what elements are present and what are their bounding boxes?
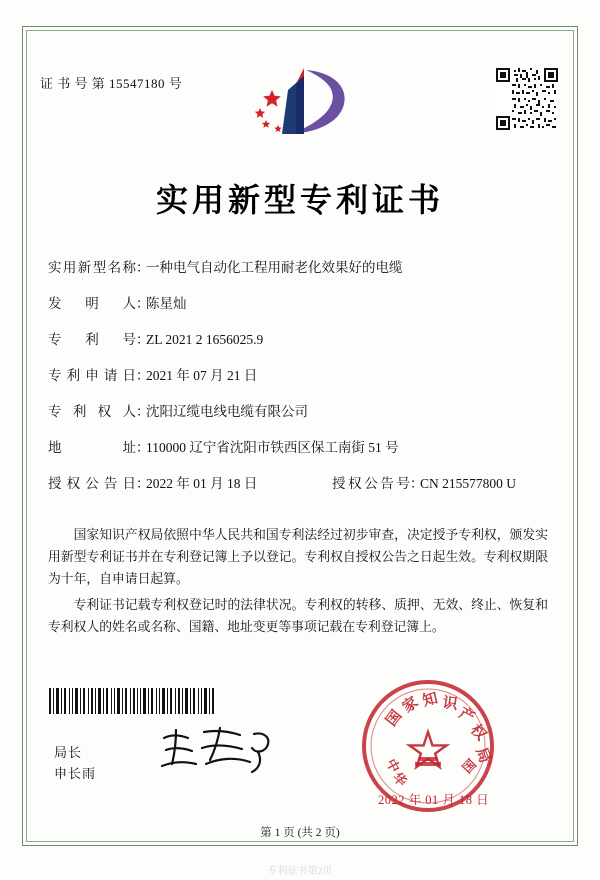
svg-text:国: 国 — [383, 707, 406, 730]
paragraph-registry: 专利证书记载专利权登记时的法律状况。专利权的转移、质押、无效、终止、恢复和专利权人的姓名或名称、国籍、地址变更等事项记载在专利登记簿上。 — [48, 598, 548, 634]
field-list — [48, 250, 552, 502]
field-colon: ： — [136, 260, 150, 275]
svg-text:局: 局 — [472, 745, 493, 766]
svg-text:产: 产 — [456, 705, 477, 727]
field-label-secondary: 授权公告号 — [332, 476, 410, 491]
svg-text:知: 知 — [421, 690, 440, 710]
field-colon: ： — [136, 368, 150, 383]
svg-text:国: 国 — [459, 756, 480, 777]
field-value: 陈星灿 — [146, 296, 187, 311]
field-row-name — [48, 250, 552, 286]
handwritten-signature — [158, 722, 278, 780]
signature-title-label: 局长 — [54, 745, 83, 760]
field-row-application-date — [48, 358, 552, 394]
field-colon: ： — [136, 332, 150, 347]
field-label: 实用新型名称 — [48, 260, 136, 275]
field-value-secondary: CN 215577800 U — [420, 476, 517, 491]
field-colon: ： — [136, 476, 150, 491]
patent-office-emblem-icon — [248, 64, 354, 138]
field-row-patent-number — [48, 322, 552, 358]
certificate-number: 证 书 号 第 15547180 号 — [40, 76, 183, 91]
field-row-inventor — [48, 286, 552, 322]
barcode — [48, 688, 216, 714]
field-value: 2021 年 07 月 21 日 — [146, 368, 258, 383]
field-label: 专利申请日 — [48, 368, 136, 383]
legal-text — [48, 524, 548, 642]
field-colon: ： — [136, 404, 150, 419]
field-value: 2022 年 01 月 18 日 — [146, 476, 258, 491]
field-row-patentee — [48, 394, 552, 430]
svg-text:识: 识 — [441, 695, 459, 714]
field-colon: ： — [136, 440, 150, 455]
field-label: 授权公告日 — [48, 476, 136, 491]
svg-text:家: 家 — [399, 694, 422, 717]
footer-faint-note: 专利证书第2页 — [267, 866, 333, 877]
field-value: 一种电气自动化工程用耐老化效果好的电缆 — [146, 260, 403, 275]
seal-date: 2022 年 01 月 18 日 — [378, 793, 490, 807]
field-value: 110000 辽宁省沈阳市铁西区保工南街 51 号 — [146, 440, 399, 455]
page-title: 实用新型专利证书 — [155, 182, 444, 218]
qr-code — [496, 68, 558, 130]
field-row-address — [48, 430, 552, 466]
svg-text:权: 权 — [467, 721, 489, 744]
page-indicator: 第 1 页 (共 2 页) — [260, 827, 340, 839]
field-colon: ： — [410, 476, 424, 491]
svg-text:华: 华 — [389, 769, 410, 790]
field-value: ZL 2021 2 1656025.9 — [146, 332, 264, 347]
paragraph-grant: 国家知识产权局依照中华人民共和国专利法经过初步审查，决定授予专利权，颁发实用新型专利证书并在专利登记簿上予以登记。专利权自授权公告之日起生效。专利权期限为十年，自申请日起算。 — [48, 528, 548, 586]
field-colon: ： — [136, 296, 150, 311]
svg-text:中: 中 — [383, 756, 403, 775]
signature-name-label: 申长雨 — [54, 766, 97, 781]
field-value: 沈阳辽缆电线电缆有限公司 — [146, 404, 308, 419]
field-label: 发 明 人 — [48, 296, 136, 311]
field-label: 专 利 号 — [48, 332, 136, 347]
field-row-grant-announcement — [48, 466, 552, 502]
field-label: 地 址 — [48, 440, 136, 455]
field-label: 专 利 权 人 — [48, 404, 136, 419]
